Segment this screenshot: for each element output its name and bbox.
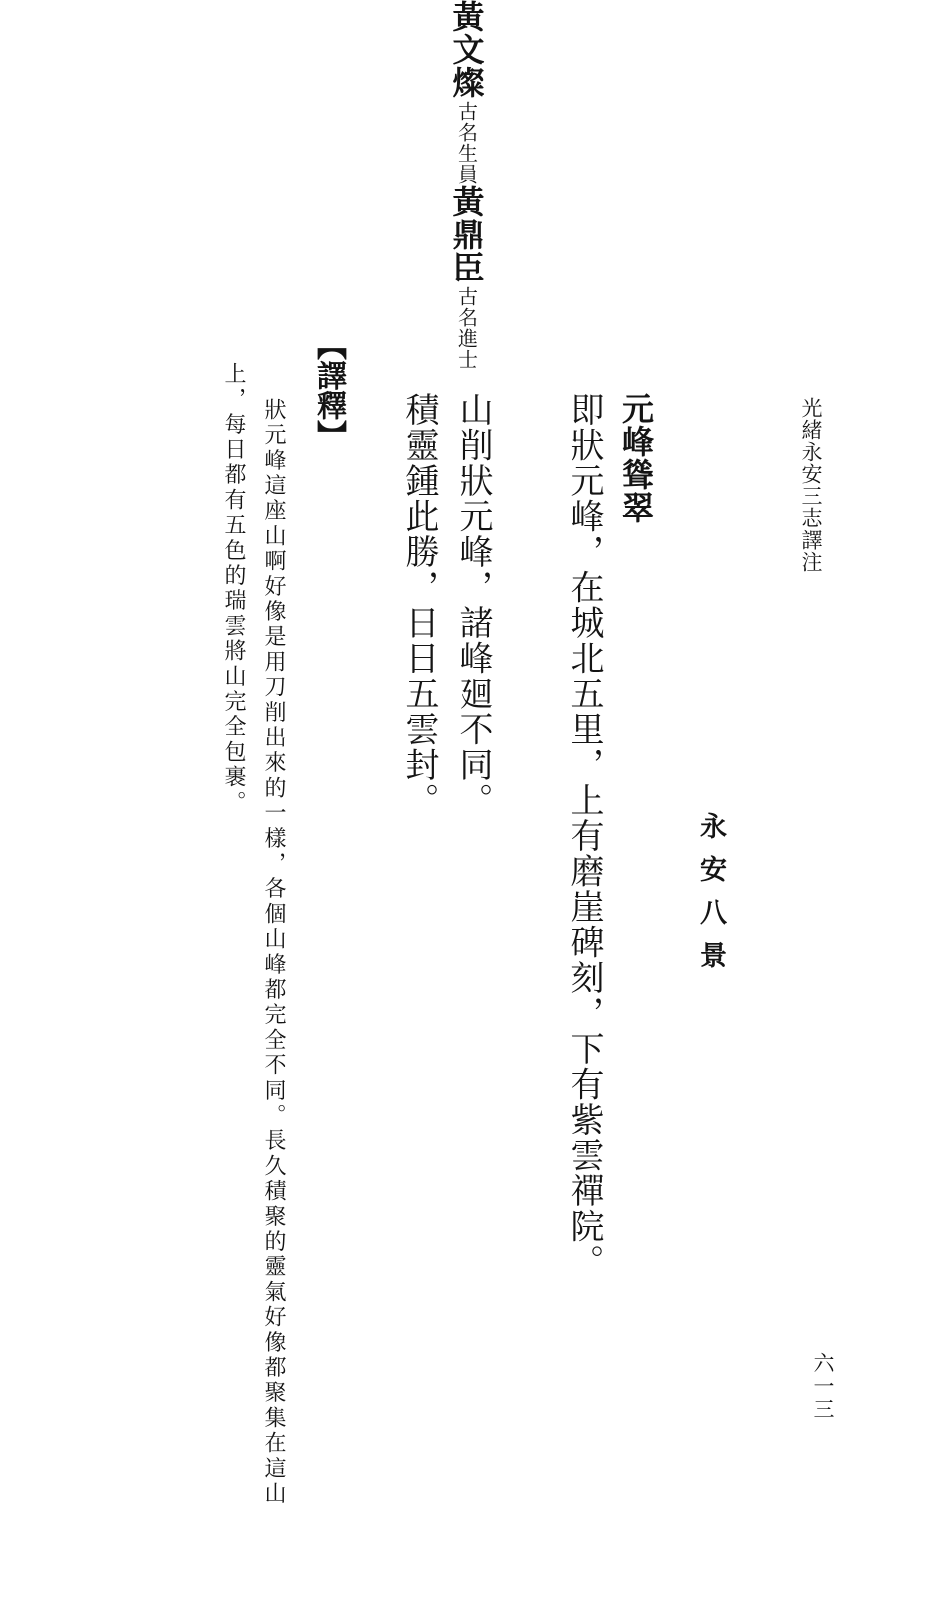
running-title: 光緒永安三志譯注 xyxy=(799,397,823,573)
next-author-name: 黃鼎臣 xyxy=(447,185,486,284)
translation-line-2: 上，每日都有五色的瑞雲將山完全包裹。 xyxy=(221,362,246,816)
poem-line-1: 山削狀元峰，諸峰廻不同。 xyxy=(453,392,493,818)
translation-label: 【譯釋】 xyxy=(311,330,346,450)
next-author-note: 古名進士 xyxy=(454,286,479,370)
poem-intro: 即狀元峰，在城北五里，上有磨崖碑刻，下有紫雲禪院。 xyxy=(564,392,604,1280)
author-name: 黃文燦 xyxy=(447,0,486,99)
poem-author xyxy=(0,0,933,185)
author-note: 古名生員 xyxy=(454,101,479,185)
poem-title: 元峰聳翠 xyxy=(617,392,655,524)
translation-line-1: 狀元峰這座山啊好像是用刀削出來的一樣，各個山峰都完全不同。長久積聚的靈氣好像都聚集在這山 xyxy=(261,398,286,1507)
page-number: 六一三 xyxy=(811,1352,835,1421)
poem-line-2: 積靈鍾此勝，日日五雲封。 xyxy=(399,392,439,818)
next-poem-author xyxy=(0,185,933,370)
section-title: 永安八景 xyxy=(695,812,726,984)
